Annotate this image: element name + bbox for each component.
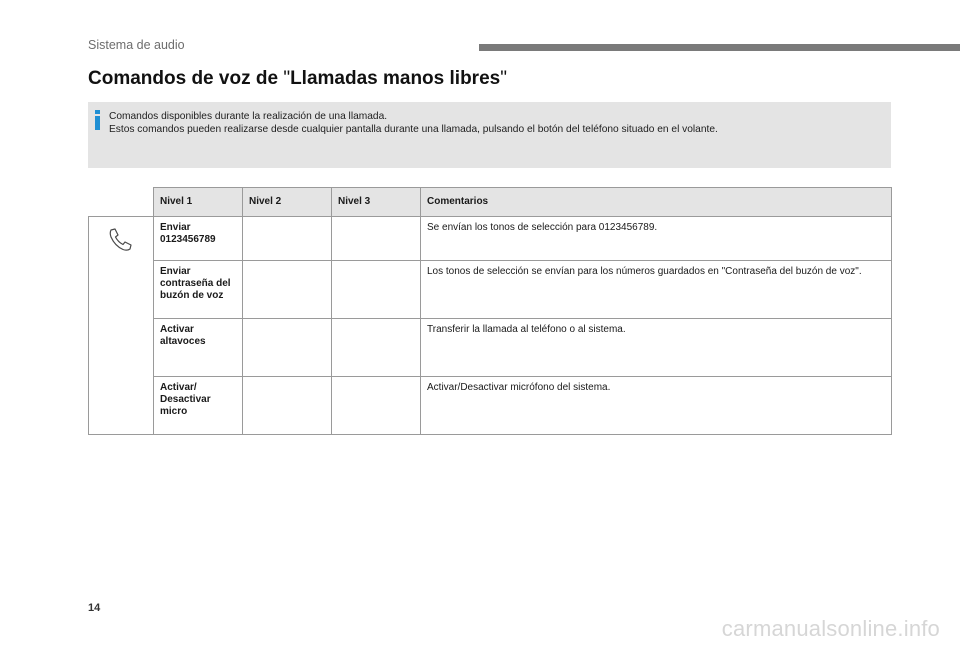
level2-cell xyxy=(243,261,332,319)
table-header-cell: Nivel 2 xyxy=(243,188,332,217)
info-icon xyxy=(94,110,101,130)
comment-cell: Activar/Desactivar micrófono del sistema. xyxy=(421,377,892,435)
level2-cell xyxy=(243,319,332,377)
phone-icon-cell xyxy=(89,217,154,435)
comment-cell: Los tonos de selección se envían para los números guardados en "Contraseña del buzón de voz". xyxy=(421,261,892,319)
page-title xyxy=(88,68,507,90)
level2-cell xyxy=(243,377,332,435)
comment-cell: Transferir la llamada al teléfono o al sistema. xyxy=(421,319,892,377)
level3-cell xyxy=(332,319,421,377)
watermark: carmanualsonline.info xyxy=(721,616,940,641)
level3-cell xyxy=(332,377,421,435)
title-main: Comandos de voz de xyxy=(88,68,284,89)
section-label: Sistema de audio xyxy=(88,38,185,52)
info-box xyxy=(88,102,891,168)
phone-handset-icon xyxy=(107,227,133,253)
title-quote-close: " xyxy=(500,68,507,89)
level2-cell xyxy=(243,217,332,261)
title-quote-open: " xyxy=(283,68,291,89)
table-header-row xyxy=(89,188,892,217)
table-header-blank xyxy=(89,188,154,217)
table-row xyxy=(89,377,892,435)
table-header-cell: Nivel 3 xyxy=(332,188,421,217)
section-divider-bar xyxy=(479,44,960,51)
table-header-cell: Comentarios xyxy=(421,188,892,217)
voice-commands-table xyxy=(88,187,892,435)
level3-cell xyxy=(332,217,421,261)
level1-cell: Activar altavoces xyxy=(154,319,243,377)
level1-cell: Enviar contraseña del buzón de voz xyxy=(154,261,243,319)
table-row xyxy=(89,261,892,319)
table-header-cell: Nivel 1 xyxy=(154,188,243,217)
level1-cell: Enviar 0123456789 xyxy=(154,217,243,261)
title-quoted: Llamadas manos libres xyxy=(290,68,501,89)
info-line-2: Estos comandos pueden realizarse desde cualquier pantalla durante una llamada, pulsando el botón del teléfono situado en el volante. xyxy=(109,123,718,135)
comment-cell: Se envían los tonos de selección para 0123456789. xyxy=(421,217,892,261)
page-number: 14 xyxy=(88,602,101,614)
level3-cell xyxy=(332,261,421,319)
info-line-1: Comandos disponibles durante la realización de una llamada. xyxy=(109,111,388,122)
level1-cell: Activar/ Desactivar micro xyxy=(154,377,243,435)
table-row xyxy=(89,217,892,261)
table-row xyxy=(89,319,892,377)
info-text xyxy=(109,111,879,136)
